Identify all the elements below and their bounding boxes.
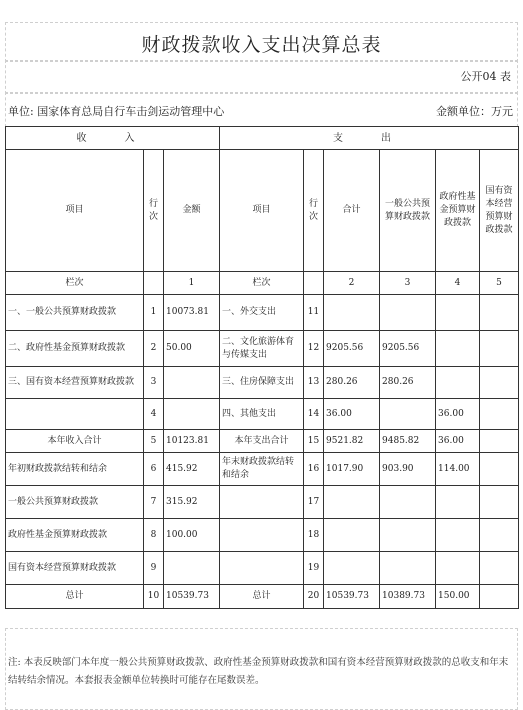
- cell-fund: [436, 331, 480, 367]
- cell-gen: 903.90: [380, 453, 436, 486]
- cell-total: [324, 519, 380, 552]
- cell-cap: [480, 486, 519, 519]
- cell-fund: [436, 295, 480, 331]
- cell-inc-no: 8: [144, 519, 164, 552]
- cell-exp-no: 17: [304, 486, 324, 519]
- index-label: 栏次: [6, 272, 144, 295]
- cell-inc-no: 2: [144, 331, 164, 367]
- cell-inc-item: [6, 399, 144, 430]
- cell-cap: [480, 519, 519, 552]
- column-index-row: [6, 272, 519, 295]
- amount-unit-label: 金额单位：万元: [436, 105, 513, 118]
- cell-cap: [480, 331, 519, 367]
- table-row: [6, 585, 519, 609]
- cell-inc-item: 一般公共预算财政拨款: [6, 486, 144, 519]
- cell-inc-item: 政府性基金预算财政拨款: [6, 519, 144, 552]
- cell-fund: 114.00: [436, 453, 480, 486]
- cell-fund: [436, 552, 480, 585]
- cell-gen: [380, 552, 436, 585]
- cell-inc-amt: 10539.73: [164, 585, 220, 609]
- cell-exp-item: [220, 519, 304, 552]
- cell-exp-no: 16: [304, 453, 324, 486]
- section-header-row: [6, 127, 519, 150]
- fund-budget-header: 政府性基金预算财政拨款: [436, 150, 480, 272]
- cell-fund: 36.00: [436, 430, 480, 453]
- cell-cap: [480, 367, 519, 399]
- cell-fund: [436, 519, 480, 552]
- cell-exp-item: 四、其他支出: [220, 399, 304, 430]
- cell-inc-amt: 315.92: [164, 486, 220, 519]
- unit-label: 单位: 国家体育总局自行车击剑运动管理中心: [8, 105, 225, 118]
- cell-gen: 9485.82: [380, 430, 436, 453]
- cell-total: [324, 295, 380, 331]
- cell-inc-no: 3: [144, 367, 164, 399]
- index-5: 5: [480, 272, 519, 295]
- cell-inc-amt: 50.00: [164, 331, 220, 367]
- index-blank: [144, 272, 164, 295]
- cell-inc-amt: [164, 552, 220, 585]
- cell-total: 10539.73: [324, 585, 380, 609]
- cell-exp-no: 12: [304, 331, 324, 367]
- cell-exp-item: [220, 486, 304, 519]
- table-row: [6, 486, 519, 519]
- table-row: [6, 295, 519, 331]
- cell-exp-item: 年末财政拨款结转和结余: [220, 453, 304, 486]
- cell-exp-item: 一、外交支出: [220, 295, 304, 331]
- cell-inc-amt: 100.00: [164, 519, 220, 552]
- budget-table: [5, 126, 519, 609]
- index-label: 栏次: [220, 272, 304, 295]
- capital-budget-header: 国有资本经营预算财政拨款: [480, 150, 519, 272]
- table-row: [6, 331, 519, 367]
- cell-cap: [480, 430, 519, 453]
- table-row: [6, 399, 519, 430]
- table-row: [6, 367, 519, 399]
- cell-exp-no: 20: [304, 585, 324, 609]
- cell-inc-no: 4: [144, 399, 164, 430]
- cell-exp-no: 18: [304, 519, 324, 552]
- table-row: [6, 519, 519, 552]
- cell-inc-no: 9: [144, 552, 164, 585]
- cell-inc-item: 本年收入合计: [6, 430, 144, 453]
- cell-exp-no: 19: [304, 552, 324, 585]
- cell-exp-item: 二、文化旅游体育与传媒支出: [220, 331, 304, 367]
- income-header: 收 入: [6, 127, 220, 150]
- cell-cap: [480, 552, 519, 585]
- cell-cap: [480, 295, 519, 331]
- cell-exp-item: [220, 552, 304, 585]
- cell-total: 1017.90: [324, 453, 380, 486]
- cell-total: [324, 552, 380, 585]
- index-4: 4: [436, 272, 480, 295]
- cell-fund: [436, 367, 480, 399]
- cell-exp-item: 总计: [220, 585, 304, 609]
- cell-inc-item: 一、一般公共预算财政拨款: [6, 295, 144, 331]
- form-number: 公开04 表: [460, 70, 511, 83]
- income-amount-header: 金额: [164, 150, 220, 272]
- cell-inc-no: 7: [144, 486, 164, 519]
- cell-inc-amt: 10123.81: [164, 430, 220, 453]
- cell-gen: [380, 519, 436, 552]
- cell-inc-item: 三、国有资本经营预算财政拨款: [6, 367, 144, 399]
- page-title: 财政拨款收入支出决算总表: [141, 34, 382, 56]
- cell-exp-no: 11: [304, 295, 324, 331]
- cell-fund: [436, 486, 480, 519]
- cell-total: [324, 486, 380, 519]
- cell-gen: 10389.73: [380, 585, 436, 609]
- general-budget-header: 一般公共预算财政拨款: [380, 150, 436, 272]
- cell-gen: [380, 486, 436, 519]
- cell-exp-no: 15: [304, 430, 324, 453]
- expense-header: 支 出: [220, 127, 519, 150]
- cell-inc-no: 1: [144, 295, 164, 331]
- index-3: 3: [380, 272, 436, 295]
- cell-inc-amt: [164, 367, 220, 399]
- data-rows: [6, 295, 519, 609]
- index-1: 1: [164, 272, 220, 295]
- cell-gen: 280.26: [380, 367, 436, 399]
- cell-exp-item: 三、住房保障支出: [220, 367, 304, 399]
- cell-inc-item: 总计: [6, 585, 144, 609]
- cell-exp-item: 本年支出合计: [220, 430, 304, 453]
- cell-inc-item: 国有资本经营预算财政拨款: [6, 552, 144, 585]
- index-2: 2: [324, 272, 380, 295]
- cell-total: 36.00: [324, 399, 380, 430]
- cell-cap: [480, 453, 519, 486]
- total-header: 合计: [324, 150, 380, 272]
- cell-gen: [380, 295, 436, 331]
- income-item-header: 项目: [6, 150, 144, 272]
- expense-rowno-header: 行次: [304, 150, 324, 272]
- index-blank: [304, 272, 324, 295]
- cell-fund: 36.00: [436, 399, 480, 430]
- cell-gen: [380, 399, 436, 430]
- cell-fund: 150.00: [436, 585, 480, 609]
- expense-item-header: 项目: [220, 150, 304, 272]
- formno-gridline: [5, 60, 518, 94]
- cell-exp-no: 14: [304, 399, 324, 430]
- cell-cap: [480, 585, 519, 609]
- table-row: [6, 453, 519, 486]
- cell-inc-amt: 415.92: [164, 453, 220, 486]
- cell-inc-amt: [164, 399, 220, 430]
- cell-exp-no: 13: [304, 367, 324, 399]
- cell-inc-no: 10: [144, 585, 164, 609]
- cell-inc-no: 6: [144, 453, 164, 486]
- column-header-row: [6, 150, 519, 272]
- cell-cap: [480, 399, 519, 430]
- cell-total: 9521.82: [324, 430, 380, 453]
- cell-inc-no: 5: [144, 430, 164, 453]
- cell-total: 9205.56: [324, 331, 380, 367]
- income-rowno-header: 行次: [144, 150, 164, 272]
- table-row: [6, 430, 519, 453]
- table-row: [6, 552, 519, 585]
- cell-inc-amt: 10073.81: [164, 295, 220, 331]
- footnote: 注: 本表反映部门本年度一般公共预算财政拨款、政府性基金预算财政拨款和国有资本经营预算财政拨款的总收支和年末结转结余情况。本套报表金额单位转换时可能存在尾数误差。: [8, 657, 509, 686]
- cell-inc-item: 年初财政拨款结转和结余: [6, 453, 144, 486]
- cell-gen: 9205.56: [380, 331, 436, 367]
- cell-inc-item: 二、政府性基金预算财政拨款: [6, 331, 144, 367]
- cell-total: 280.26: [324, 367, 380, 399]
